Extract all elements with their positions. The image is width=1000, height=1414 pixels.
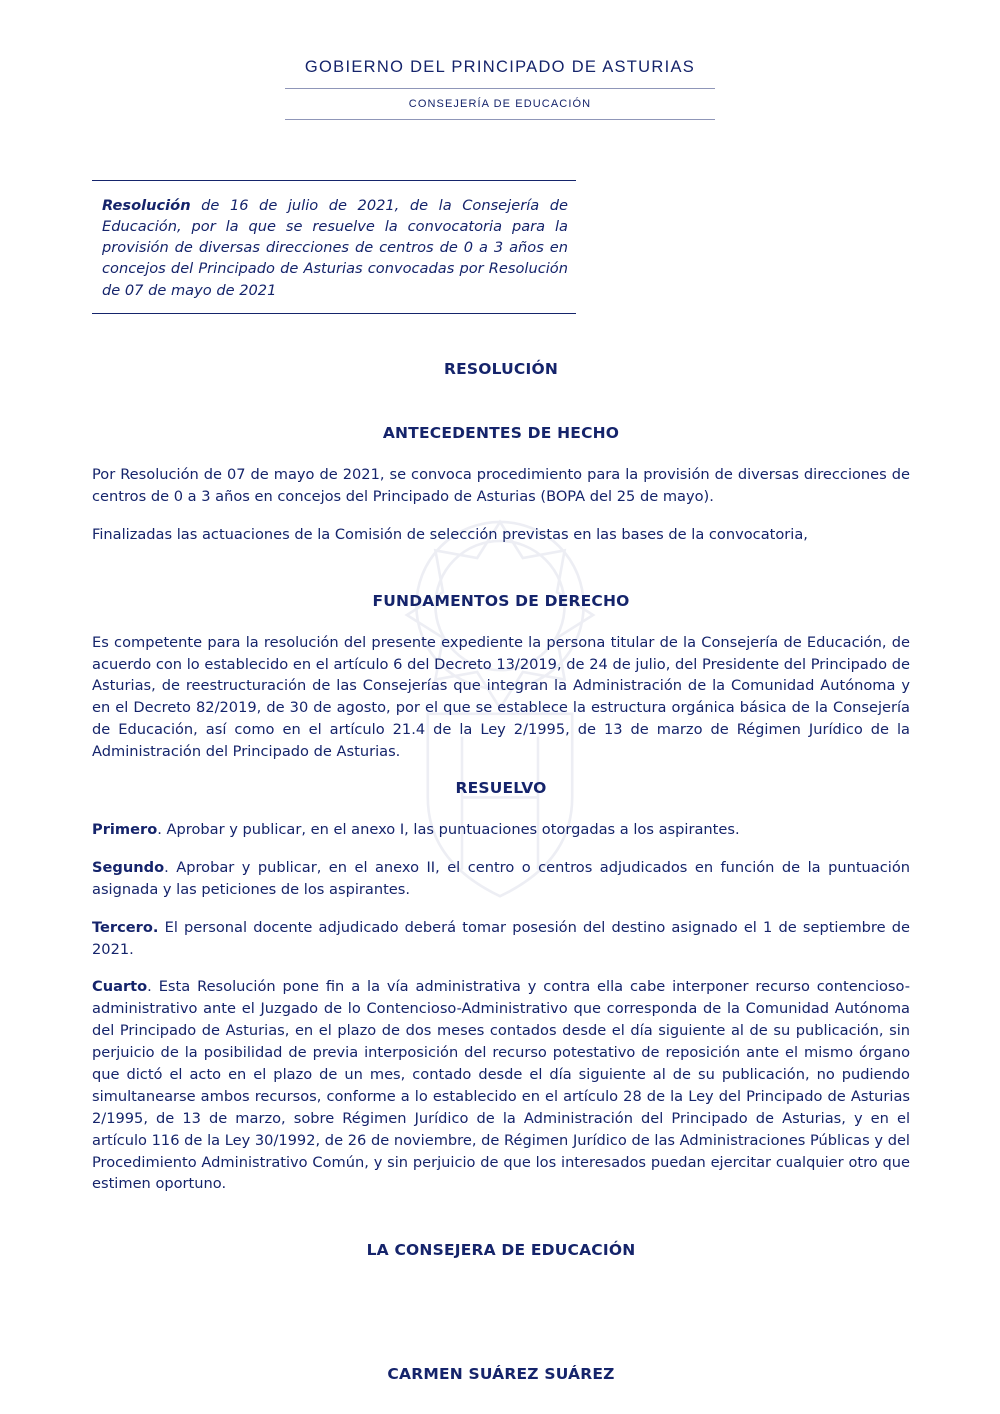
paragraph-law-1: Es competente para la resolución del presente expediente la persona titular de la Consejería de Educación, de acuerdo con lo establecido en el artículo 6 del Decreto 13/2019, de 24 de julio, del Presidente del Principado de Asturias, de reestructuración de las Consejerías que integran la Administración de la Comunidad Autónoma y en el Decreto 82/2019, de 30 de agosto, por el que se establece la estructura orgánica básica de la Consejería de Educación, así como en el artículo 21.4 de la Ley 2/1995, de 13 de marzo de Régimen Jurídico de la Administración del Principado de Asturias. [92, 633, 910, 761]
subject-lead: Resolución [102, 197, 191, 214]
signer-title: LA CONSEJERA DE EDUCACIÓN [366, 1241, 636, 1260]
resolution-item [92, 857, 910, 901]
resolution-item-label: Primero [92, 821, 158, 839]
spacer [92, 610, 910, 632]
subject-box [92, 180, 576, 314]
section-heading-resuelvo: RESUELVO [455, 779, 547, 798]
resolution-item [92, 976, 910, 1195]
document-body [92, 360, 910, 1383]
resolution-item-label: Tercero. [92, 918, 159, 936]
department-title: CONSEJERÍA DE EDUCACIÓN [408, 98, 592, 110]
page-title: RESOLUCIÓN [443, 360, 559, 378]
spacer [92, 1259, 910, 1365]
resolution-item [92, 917, 910, 961]
subject-text [92, 195, 576, 301]
section-heading-fundamentos: FUNDAMENTOS DE DERECHO [372, 591, 630, 610]
resolution-item-text: . Aprobar y publicar, en el anexo II, el centro o centros adjudicados en función de la puntuación asignada y las peticiones de los aspirantes. [92, 858, 910, 898]
header-rule-bottom [285, 119, 715, 120]
paragraph-facts-1: Por Resolución de 07 de mayo de 2021, se convoca procedimiento para la provisión de diversas direcciones de centros de 0 a 3 años en concejos del Principado de Asturias (BOPA del 25 de mayo). [92, 466, 910, 505]
resolution-item-label: Cuarto [92, 978, 148, 996]
resolution-item-text: . Esta Resolución pone fin a la vía administrativa y contra ella cabe interponer recurso contencioso-administrativo ante el Juzgado de lo Contencioso-Administrativo que corresponda de la Comunidad Autónoma del Principado de Asturias, en el plazo de dos meses contados desde el día siguiente al de su publicación, sin perjuicio de la posibilidad de previa interposición del recurso potestativo de reposición ante el mismo órgano que dictó el acto en el plazo de un mes, contado desde el día siguiente al de su publicación, no pudiendo simultanearse ambos recursos, conforme a lo establecido en el artículo 28 de la Ley del Principado de Asturias 2/1995, de 13 de marzo, sobre Régimen Jurídico de la Administración del Principado de Asturias, y en el artículo 116 de la Ley 30/1992, de 26 de noviembre, de Régimen Jurídico de las Administraciones Públicas y del Procedimiento Administrativo Común, y sin perjuicio de que los interesados puedan ejercitar cualquier otro que estimen oportuno. [92, 978, 910, 1193]
document-header [0, 0, 1000, 120]
resolution-item [92, 819, 910, 841]
government-title: GOBIERNO DEL PRINCIPADO DE ASTURIAS [304, 58, 696, 76]
paragraph-facts-2: Finalizadas las actuaciones de la Comisión de selección previstas en las bases de la convocatoria, [92, 525, 808, 543]
spacer [92, 378, 910, 424]
signer-name: CARMEN SUÁREZ SUÁREZ [387, 1365, 615, 1384]
resolution-item-label: Segundo [92, 858, 165, 876]
header-rules [285, 88, 715, 120]
resolution-item-text: El personal docente adjudicado deberá tomar posesión del destino asignado el 1 de septiembre de 2021. [92, 918, 910, 958]
spacer [92, 562, 910, 592]
subject-body: de 16 de julio de 2021, de la Consejería de Educación, por la que se resuelve la convocatoria para la provisión de diversas direcciones de centros de 0 a 3 años en concejos del Principado de Asturias convocadas por Resolución de 07 de mayo de 2021 [102, 197, 568, 299]
spacer [92, 1195, 910, 1241]
section-heading-antecedentes: ANTECEDENTES DE HECHO [382, 424, 620, 442]
resolution-item-text: . Aprobar y publicar, en el anexo I, las puntuaciones otorgadas a los aspirantes. [157, 821, 740, 839]
spacer [92, 442, 910, 464]
spacer [92, 797, 910, 819]
